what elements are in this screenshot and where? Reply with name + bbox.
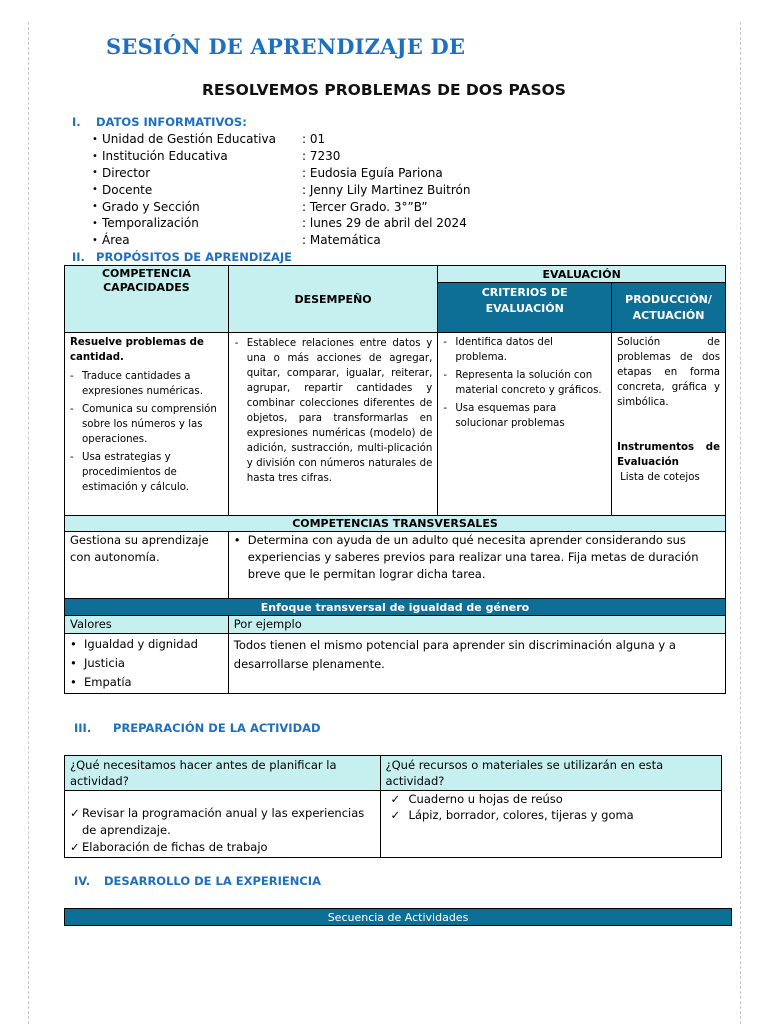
section-2-number: II. xyxy=(72,250,85,264)
valor-item: • Justicia xyxy=(70,656,125,670)
transversal-desc: Determina con ayuda de un adulto qué necesita aprender considerando sus experiencias y saberes previos para realizar una tarea. Fija metas de duración breve que le permitan lograr dicha tarea. xyxy=(247,533,699,581)
main-title: SESIÓN DE APRENDIZAJE DE xyxy=(106,34,466,59)
preparacion-table xyxy=(64,755,722,858)
criterio-item: - Identifica datos del problema. xyxy=(443,337,553,363)
info-label: Director xyxy=(102,165,151,180)
bullet: • xyxy=(92,167,98,179)
transversal-desc-cell xyxy=(228,532,725,599)
section-3-heading xyxy=(74,721,321,735)
recursos-list xyxy=(380,791,721,858)
desempeno-text: Establece relaciones entre datos y una o más acciones de agregar, quitar, comparar, igualar, reiterar, agrupar, repartir cantidades y combinar colecciones diferentes de objetos, para transformarlas en expresiones numéricas (modelo) de adición, sustracción, multi-plicación y división con números naturales de hasta tres cifras. xyxy=(246,338,433,484)
bullet: • xyxy=(92,201,98,213)
competencia-cell xyxy=(65,333,229,516)
header-desempeno: DESEMPEÑO xyxy=(228,266,438,333)
section-4-number: IV. xyxy=(74,874,91,888)
question-recursos: ¿Qué recursos o materiales se utilizarán en esta actividad? xyxy=(380,756,721,791)
header-competencia-capacidades xyxy=(65,266,229,333)
secuencia-header: Secuencia de Actividades xyxy=(65,909,732,926)
antes-list xyxy=(65,791,381,858)
question-antes: ¿Qué necesitamos hacer antes de planificar la actividad? xyxy=(65,756,381,791)
antes-item: ✓ Elaboración de fichas de trabajo xyxy=(70,840,268,854)
info-label: Unidad de Gestión Educativa xyxy=(102,132,276,147)
info-label: Docente xyxy=(102,182,153,197)
info-label: Área xyxy=(102,233,130,248)
page-border-right xyxy=(740,22,741,1024)
antes-item: ✓ Revisar la programación anual y las experiencias de aprendizaje. xyxy=(70,806,365,837)
section-4-title: DESARROLLO DE LA EXPERIENCIA xyxy=(104,874,321,888)
valores-cell xyxy=(65,634,229,694)
info-value: : Jenny Lily Martinez Buitrón xyxy=(302,182,471,197)
header-produccion: PRODUCCIÓN/ ACTUACIÓN xyxy=(612,283,726,333)
capacidad-item: - Traduce cantidades a expresiones numéricas. xyxy=(70,371,203,397)
desempeno-cell xyxy=(228,333,438,516)
valor-item: • Empatía xyxy=(70,675,132,689)
info-value: : lunes 29 de abril del 2024 xyxy=(302,216,467,231)
info-row-director xyxy=(92,165,470,182)
header-competencia: COMPETENCIA xyxy=(101,267,191,280)
section-2-title: PROPÓSITOS DE APRENDIZAJE xyxy=(96,250,293,264)
section-3-number: III. xyxy=(74,721,92,735)
bullet: • xyxy=(92,150,98,162)
info-label: Temporalización xyxy=(102,216,199,231)
info-value: : 7230 xyxy=(302,149,341,164)
info-row-temporalizacion xyxy=(92,215,470,232)
ejemplo-text: Todos tienen el mismo potencial para aprender sin discriminación alguna y a desarrollarse plenamente. xyxy=(228,634,725,694)
criterio-item: - Representa la solución con material concreto y gráficos. xyxy=(443,370,602,396)
info-row-area xyxy=(92,232,470,249)
section-1-heading xyxy=(72,115,247,129)
session-subtitle: RESOLVEMOS PROBLEMAS DE DOS PASOS xyxy=(202,81,566,99)
capacidad-item: - Comunica su comprensión sobre los números y las operaciones. xyxy=(70,404,217,445)
header-enfoque: Enfoque transversal de igualdad de género xyxy=(65,599,726,616)
info-row-unidad xyxy=(92,131,470,148)
header-ejemplo: Por ejemplo xyxy=(228,616,725,634)
capacidades-list xyxy=(70,369,223,495)
info-value: : Eudosia Eguía Pariona xyxy=(302,165,443,180)
secuencia-table xyxy=(64,908,732,926)
page-border-left xyxy=(28,22,29,1024)
bullet: • xyxy=(92,184,98,196)
produccion-text: Solución de problemas de dos etapas en forma concreta, gráfica y simbólica. xyxy=(617,337,720,408)
info-value: : 01 xyxy=(302,132,326,147)
info-row-grado xyxy=(92,198,470,215)
competencia-text: Resuelve problemas de cantidad. xyxy=(70,337,204,363)
header-capacidades: CAPACIDADES xyxy=(103,281,190,294)
instrumentos-label: Instrumentos de Evaluación xyxy=(617,442,720,468)
info-row-institucion xyxy=(92,148,470,165)
bullet: • xyxy=(92,133,98,145)
recurso-item: ✓ Lápiz, borrador, colores, tijeras y goma xyxy=(390,808,634,822)
bullet: • xyxy=(233,533,241,547)
bullet: • xyxy=(92,234,98,246)
criterios-cell xyxy=(438,333,612,516)
criterios-list xyxy=(443,335,606,431)
dash: - xyxy=(234,338,239,349)
capacidad-item: - Usa estrategias y procedimientos de estimación y cálculo. xyxy=(70,452,190,493)
info-label: Grado y Sección xyxy=(102,199,200,214)
section-3-title: PREPARACIÓN DE LA ACTIVIDAD xyxy=(113,721,321,735)
header-evaluacion: EVALUACIÓN xyxy=(438,266,726,283)
header-valores: Valores xyxy=(65,616,229,634)
info-row-docente xyxy=(92,181,470,198)
header-criterios: CRITERIOS DE EVALUACIÓN xyxy=(438,283,612,333)
header-competencias-transversales: COMPETENCIAS TRANSVERSALES xyxy=(65,516,726,532)
produccion-cell xyxy=(612,333,726,516)
instrumentos-value: Lista de cotejos xyxy=(620,472,700,483)
section-4-heading xyxy=(74,874,321,888)
propositos-table xyxy=(64,265,726,694)
info-value: : Matemática xyxy=(302,233,381,248)
criterio-item: - Usa esquemas para solucionar problemas xyxy=(443,403,565,429)
valor-item: • Igualdad y dignidad xyxy=(70,637,198,651)
info-list xyxy=(92,131,470,249)
info-value: : Tercer Grado. 3°”B” xyxy=(302,199,428,214)
bullet: • xyxy=(92,217,98,229)
info-label: Institución Educativa xyxy=(102,149,228,164)
transversal-competencia: Gestiona su aprendizaje con autonomía. xyxy=(65,532,229,599)
section-2-heading xyxy=(72,250,292,264)
recurso-item: ✓ Cuaderno u hojas de reúso xyxy=(390,792,563,806)
section-1-title: DATOS INFORMATIVOS: xyxy=(96,115,247,129)
section-1-number: I. xyxy=(72,115,81,129)
